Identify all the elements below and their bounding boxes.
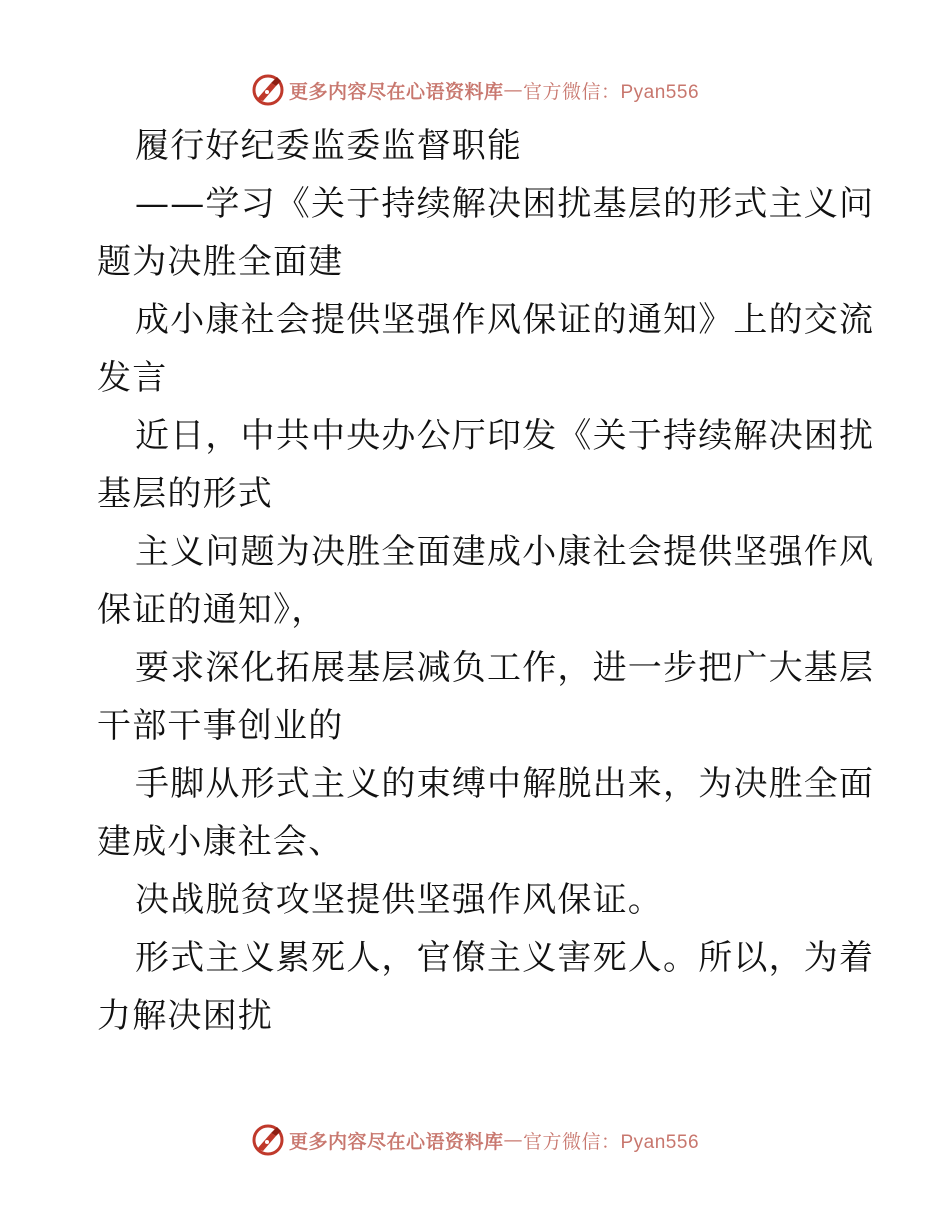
banner-wechat-text: 官方微信：Pyan556 bbox=[523, 81, 700, 103]
doc-line: 建成小康社会、 bbox=[97, 822, 344, 862]
banner-dash: — bbox=[503, 79, 523, 101]
doc-line: 决战脱贫攻坚提供坚强作风保证。 bbox=[135, 880, 663, 920]
banner-dash: — bbox=[503, 1129, 523, 1151]
doc-line: 形式主义累死人，官僚主义害死人。所以，为着 bbox=[135, 938, 875, 978]
header-banner bbox=[0, 70, 950, 110]
doc-line: 基层的形式 bbox=[97, 474, 273, 514]
doc-line: 要求深化拓展基层减负工作，进一步把广大基层 bbox=[135, 648, 875, 688]
doc-line: 履行好纪委监委监督职能 bbox=[135, 126, 523, 166]
doc-line: 题为决胜全面建 bbox=[97, 242, 344, 282]
doc-line: 保证的通知》， bbox=[97, 590, 327, 630]
document-body bbox=[97, 117, 875, 1045]
banner-main-text: 更多内容尽在心语资料库 bbox=[288, 1130, 504, 1153]
doc-line: 手脚从形式主义的束缚中解脱出来，为决胜全面 bbox=[135, 764, 875, 804]
doc-line: 干部干事创业的 bbox=[97, 706, 344, 746]
banner-wechat-text: 官方微信：Pyan556 bbox=[523, 1131, 700, 1153]
doc-line: 发言 bbox=[97, 358, 168, 398]
pen-nib-logo-icon bbox=[251, 73, 285, 107]
footer-banner bbox=[0, 1120, 950, 1160]
doc-line: 主义问题为决胜全面建成小康社会提供坚强作风 bbox=[135, 532, 875, 572]
doc-line: ——学习《关于持续解决困扰基层的形式主义问 bbox=[135, 184, 875, 224]
doc-line: 力解决困扰 bbox=[97, 996, 273, 1036]
doc-line: 成小康社会提供坚强作风保证的通知》上的交流 bbox=[135, 300, 875, 340]
doc-line: 近日，中共中央办公厅印发《关于持续解决困扰 bbox=[135, 416, 875, 456]
pen-nib-logo-icon bbox=[251, 1123, 285, 1157]
banner-main-text: 更多内容尽在心语资料库 bbox=[288, 80, 504, 103]
